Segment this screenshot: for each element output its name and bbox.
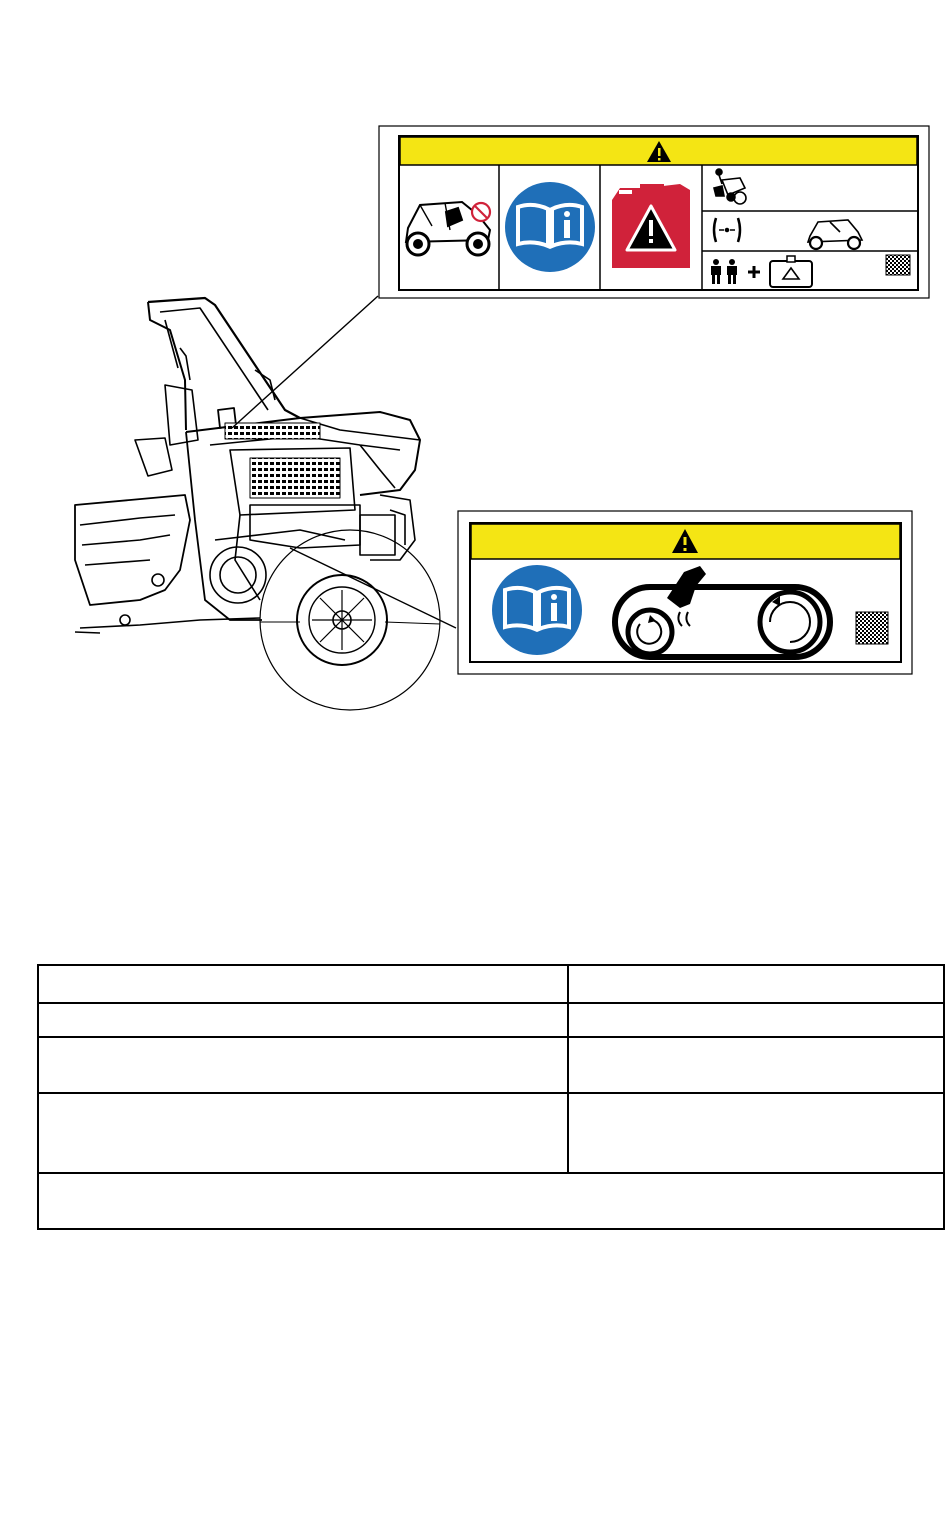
table-cell [38,965,568,1003]
read-manual-icon [492,565,582,655]
table-cell [38,1003,568,1037]
table-row [38,1173,944,1229]
table-cell [38,1037,568,1093]
table-cell [568,1093,944,1173]
table-cell [568,1003,944,1037]
table-row [38,965,944,1003]
table-cell [38,1093,568,1173]
vehicle-warning-label-illustration [0,0,950,720]
table-cell [38,1173,944,1229]
utv-vehicle-drawing [75,298,440,710]
read-manual-icon [505,182,595,272]
fuel-can-warning-icon [612,184,690,268]
table-row [38,1003,944,1037]
qr-code-icon [886,255,910,275]
table-row [38,1093,944,1173]
warning-label-top [379,126,929,298]
table-cell [568,965,944,1003]
qr-code-icon [856,612,888,644]
warning-label-bottom [458,511,912,674]
table-row [38,1037,944,1093]
table-cell [568,1037,944,1093]
label-information-table [37,964,945,1230]
